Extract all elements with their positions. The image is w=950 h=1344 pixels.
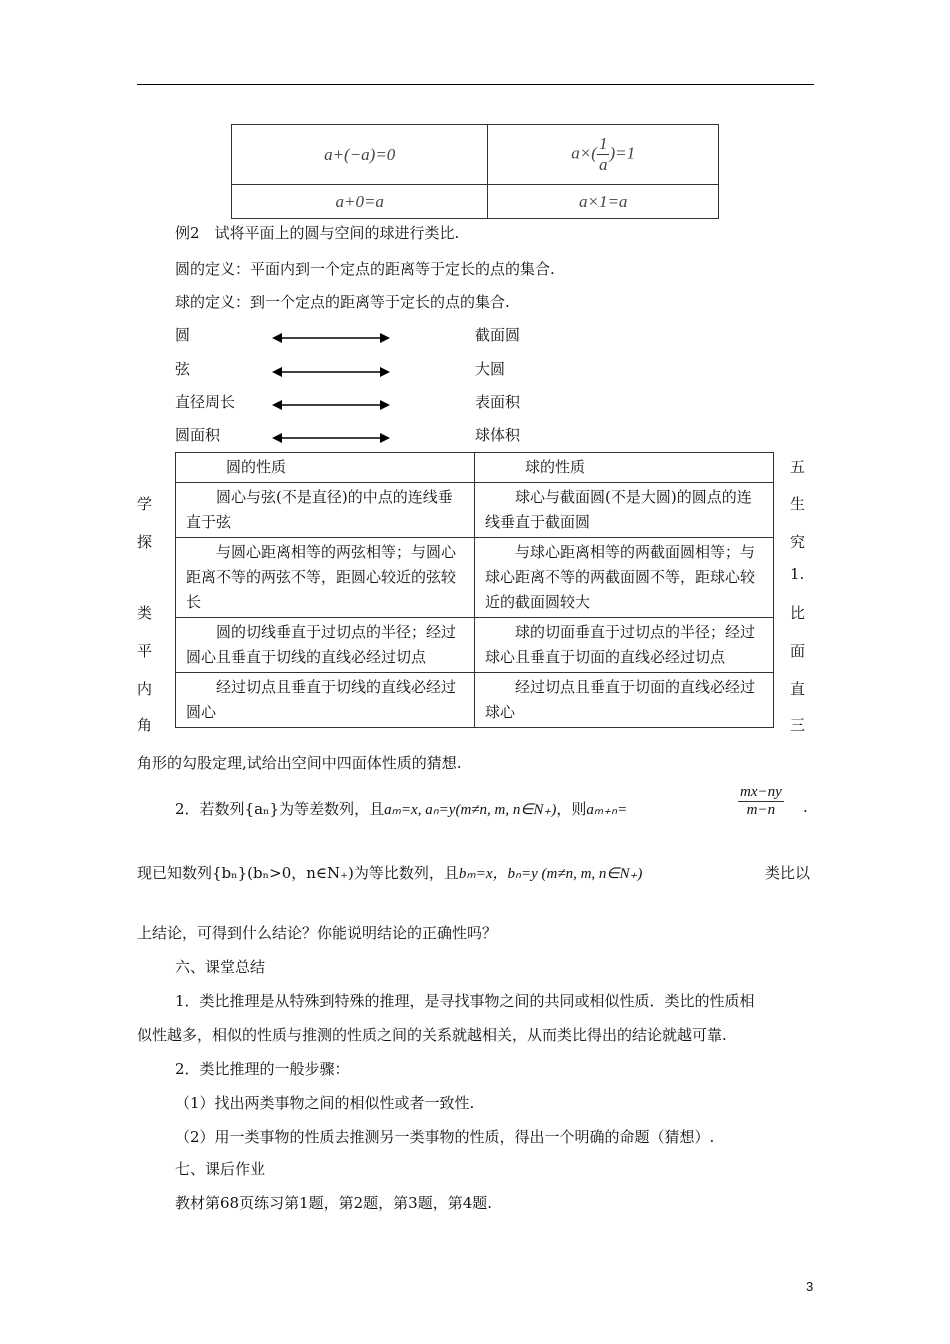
side-left-2: 类 [137,604,153,622]
analogy-left-1: 弦 [175,360,191,378]
side-right-7: 三 [790,716,806,734]
side-left-0: 学 [137,495,153,513]
inverse-table [231,124,719,219]
paragraph-continuation: 角形的勾股定理,试给出空间中四面体性质的猜想. [137,754,462,772]
side-left-4: 内 [137,680,153,698]
side-right-3: 1. [790,565,805,583]
table-cell: 与球心距离相等的两截面圆相等；与球心距离不等的两截面圆不等，距球心较近的截面圆较大 [475,538,774,618]
header-rule [137,84,814,85]
arithmetic-fraction: $\frac{mx-ny}{m-n}$ [740,784,782,818]
analogy-right-2: 表面积 [475,393,521,411]
question-2-line1: 2．若数列{aₙ}为等差数列，且aₘ=x, aₙ=y(m≠n, m, n∈N₊)，则aₘ₊ₙ= [175,800,628,818]
table-cell: 经过切点且垂直于切面的直线必经过球心 [475,673,774,728]
summary-step-2: （2）用一类事物的性质去推测另一类事物的性质，得出一个明确的命题（猜想）. [175,1128,715,1146]
analogy-right-0: 截面圆 [475,326,521,344]
homework-heading: 七、课后作业 [175,1160,266,1178]
analogy-right-3: 球体积 [475,426,521,444]
side-left-5: 角 [137,716,153,734]
summary-step-1: （1）找出两类事物之间的相似性或者一致性. [175,1094,475,1112]
example2-title: 例2 试将平面上的圆与空间的球进行类比. [175,224,460,242]
analogy-left-2: 直径周长 [175,393,236,411]
analogy-right-1: 大圆 [475,360,506,378]
side-right-4: 比 [790,604,806,622]
side-right-5: 面 [790,642,806,660]
cell-multiplicative-identity: a×1=a [488,185,719,219]
cell-additive-identity: a+0=a [232,185,488,219]
summary-point-1b: 似性越多，相似的性质与推测的性质之间的关系就越相关，从而类比得出的结论就越可靠. [137,1026,727,1044]
table-cell: 球心与截面圆(不是大圆)的圆点的连线垂直于截面圆 [475,483,774,538]
header-sphere-properties: 球的性质 [475,453,774,483]
table-cell: 与圆心距离相等的两弦相等；与圆心距离不等的两弦不等，距圆心较近的弦较长 [176,538,475,618]
table-cell: 球的切面垂直于过切点的半径；经过球心且垂直于切面的直线必经过切点 [475,618,774,673]
sphere-definition: 球的定义：到一个定点的距离等于定长的点的集合. [175,293,510,311]
side-left-3: 平 [137,642,153,660]
cell-multiplicative-inverse: a×( $\frac{1}{a}$ )=1 [488,125,719,185]
double-arrow-icon [272,432,390,444]
cell-additive-inverse: a+(−a)=0 [232,125,488,185]
double-arrow-icon [272,399,390,411]
side-left-1: 探 [137,533,153,551]
double-arrow-icon [272,366,390,378]
homework-text: 教材第68页练习第1题，第2题，第3题，第4题. [175,1194,493,1212]
page-number: 3 [806,1279,814,1294]
side-right-1: 生 [790,495,806,513]
question-2-line2-suffix: 类比以 [765,864,811,882]
analogy-left-3: 圆面积 [175,426,221,444]
question-2-period: . [803,798,808,816]
summary-point-2: 2．类比推理的一般步骤： [175,1060,350,1078]
summary-point-1a: 1．类比推理是从特殊到特殊的推理，是寻找事物之间的共同或相似性质．类比的性质相 [175,992,755,1010]
summary-heading: 六、课堂总结 [175,958,266,976]
table-cell: 圆心与弦(不是直径)的中点的连线垂直于弦 [176,483,475,538]
double-arrow-icon [272,332,390,344]
side-right-0: 五 [790,458,806,476]
side-right-2: 究 [790,533,806,551]
circle-definition: 圆的定义：平面内到一个定点的距离等于定长的点的集合. [175,260,555,278]
side-right-6: 直 [790,680,806,698]
table-cell: 经过切点且垂直于切线的直线必经过圆心 [176,673,475,728]
question-2-line2: 现已知数列{bₙ}(bₙ>0，n∈N₊)为等比数列，且bₘ=x，bₙ=y (m≠n, m, n∈N₊) [137,864,643,882]
circle-sphere-properties-table [175,452,774,728]
header-circle-properties: 圆的性质 [176,453,475,483]
question-2-line3: 上结论，可得到什么结论？你能说明结论的正确性吗？ [137,924,498,942]
table-cell: 圆的切线垂直于过切点的半径；经过圆心且垂直于切线的直线必经过切点 [176,618,475,673]
analogy-left-0: 圆 [175,326,191,344]
